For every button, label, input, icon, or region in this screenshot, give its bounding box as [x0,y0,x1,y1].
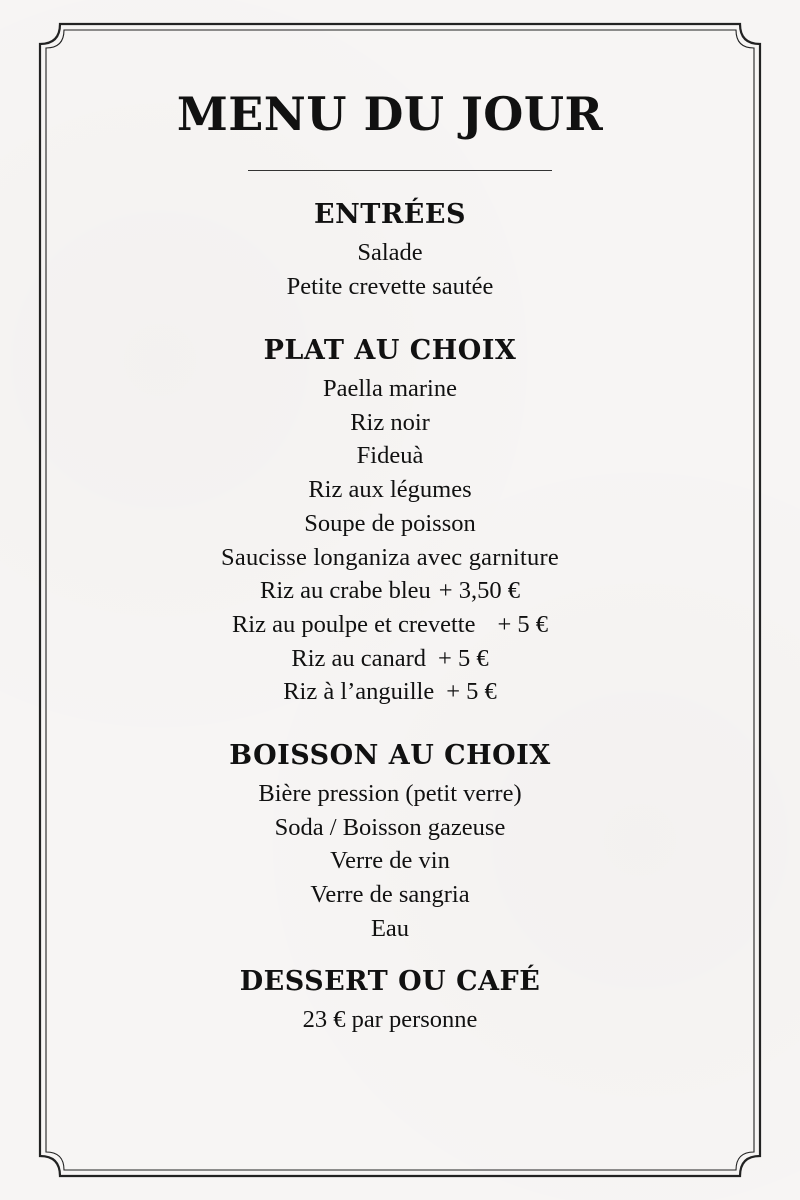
entrees-list [40,236,740,303]
menu-item: Paella marine [322,375,457,402]
section-heading-entrees: ENTRÉES [314,199,466,230]
supplement-price: + 5 € [446,678,497,706]
boisson-list [40,777,740,946]
section-entrees [40,198,740,303]
supplement-price: + 5 € [497,610,549,638]
supplement-price: + 5 € [438,644,489,672]
item-name: Riz au canard [291,644,427,672]
menu-item: Eau [370,914,410,942]
item-name: Riz à l’anguille [283,678,435,706]
menu-item-with-supplement [40,608,740,642]
price-list [40,1003,740,1037]
menu-item: Petite crevette sautée [286,272,494,300]
menu-item: Soda / Boisson gazeuse [274,813,506,841]
menu-item-with-supplement [40,574,740,608]
section-boisson-au-choix [40,739,740,946]
section-plat-au-choix [40,334,740,709]
title-divider [248,170,552,171]
menu-item-with-supplement [40,642,740,676]
menu-item: Riz aux légumes [308,476,472,504]
menu-item: Salade [357,239,423,266]
item-name: Riz au crabe bleu [260,577,431,605]
menu-price: 23 € par personne [302,1006,478,1033]
menu-title: MENU DU JOUR [176,87,604,141]
section-heading-boisson: BOISSON AU CHOIX [229,740,551,771]
menu-item: Bière pression (petit verre) [258,780,522,807]
item-name: Riz au poulpe et crevette [231,610,476,638]
plat-list [40,372,740,709]
menu-item-with-supplement [40,675,740,709]
section-heading-plat: PLAT AU CHOIX [263,335,517,366]
menu-item: Saucisse longaniza avec garniture [221,543,559,571]
section-heading-dessert: DESSERT OU CAFÉ [239,966,541,997]
menu-item: Riz noir [350,408,430,436]
menu-item: Fideuà [356,442,424,470]
menu-item: Soupe de poisson [304,509,476,537]
menu-item: Verre de sangria [310,881,470,909]
menu-item: Verre de vin [330,847,450,875]
section-dessert-ou-cafe [40,965,740,1037]
supplement-price: + 3,50 € [438,577,520,605]
